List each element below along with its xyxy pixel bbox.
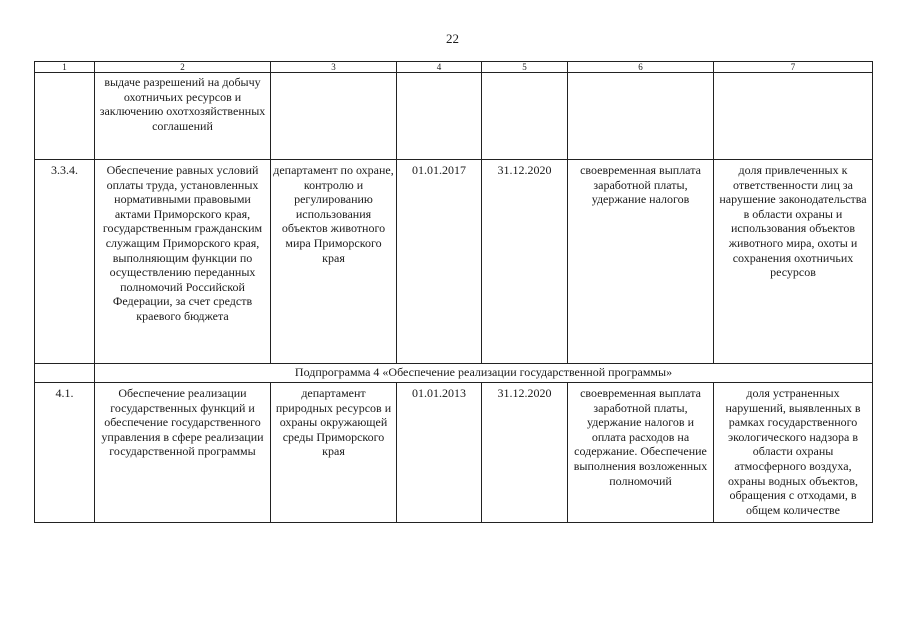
executor: департамент по охране, контролю и регулированию использования объектов животного мира Приморского края xyxy=(271,160,397,364)
start-date: 01.01.2013 xyxy=(397,383,482,523)
table-row xyxy=(35,160,873,364)
program-table xyxy=(34,61,873,523)
header-cell: 7 xyxy=(714,62,873,73)
expected-result: своевременная выплата заработной платы, удержание налогов и оплата расходов на содержание. Обеспечение выполнения возложенных полномочий xyxy=(568,383,714,523)
header-row xyxy=(35,62,873,73)
indicator: доля устраненных нарушений, выявленных в рамках государственного экологического надзора в области охраны атмосферного воздуха, охраны водных объектов, обращения с отходами, в общем количестве xyxy=(714,383,873,523)
header-cell: 2 xyxy=(95,62,271,73)
executor xyxy=(271,73,397,160)
measure-name: выдаче разрешений на добычу охотничьих ресурсов и заключению охотхозяйственных соглашений xyxy=(95,73,271,160)
start-date: 01.01.2017 xyxy=(397,160,482,364)
header-cell: 6 xyxy=(568,62,714,73)
row-number xyxy=(35,364,95,383)
end-date xyxy=(482,73,568,160)
table-row xyxy=(35,73,873,160)
header-cell: 5 xyxy=(482,62,568,73)
executor: департамент природных ресурсов и охраны окружающей среды Приморского края xyxy=(271,383,397,523)
row-number xyxy=(35,73,95,160)
measure-name: Обеспечение реализации государственных функций и обеспечение государственного управления в сфере реализации государственной программы xyxy=(95,383,271,523)
subprogram-title: Подпрограмма 4 «Обеспечение реализации государственной программы» xyxy=(95,364,873,383)
row-number: 4.1. xyxy=(35,383,95,523)
header-cell: 1 xyxy=(35,62,95,73)
end-date: 31.12.2020 xyxy=(482,160,568,364)
page-number: 22 xyxy=(446,31,459,46)
row-number: 3.3.4. xyxy=(35,160,95,364)
header-cell: 3 xyxy=(271,62,397,73)
indicator: доля привлеченных к ответственности лиц за нарушение законодательства в области охраны и использования объектов животного мира, охоты и сохранения охотничьих ресурсов xyxy=(714,160,873,364)
expected-result xyxy=(568,73,714,160)
measure-name: Обеспечение равных условий оплаты труда, установленных нормативными правовыми актами Приморского края, государственным гражданским служащим Приморского края, выполняющим функции по осуществлению переданных полномочий Российской Федерации, за счет средств краевого бюджета xyxy=(95,160,271,364)
subprogram-row xyxy=(35,364,873,383)
expected-result: своевременная выплата заработной платы, удержание налогов xyxy=(568,160,714,364)
header-cell: 4 xyxy=(397,62,482,73)
end-date: 31.12.2020 xyxy=(482,383,568,523)
indicator xyxy=(714,73,873,160)
table-row xyxy=(35,383,873,523)
start-date xyxy=(397,73,482,160)
